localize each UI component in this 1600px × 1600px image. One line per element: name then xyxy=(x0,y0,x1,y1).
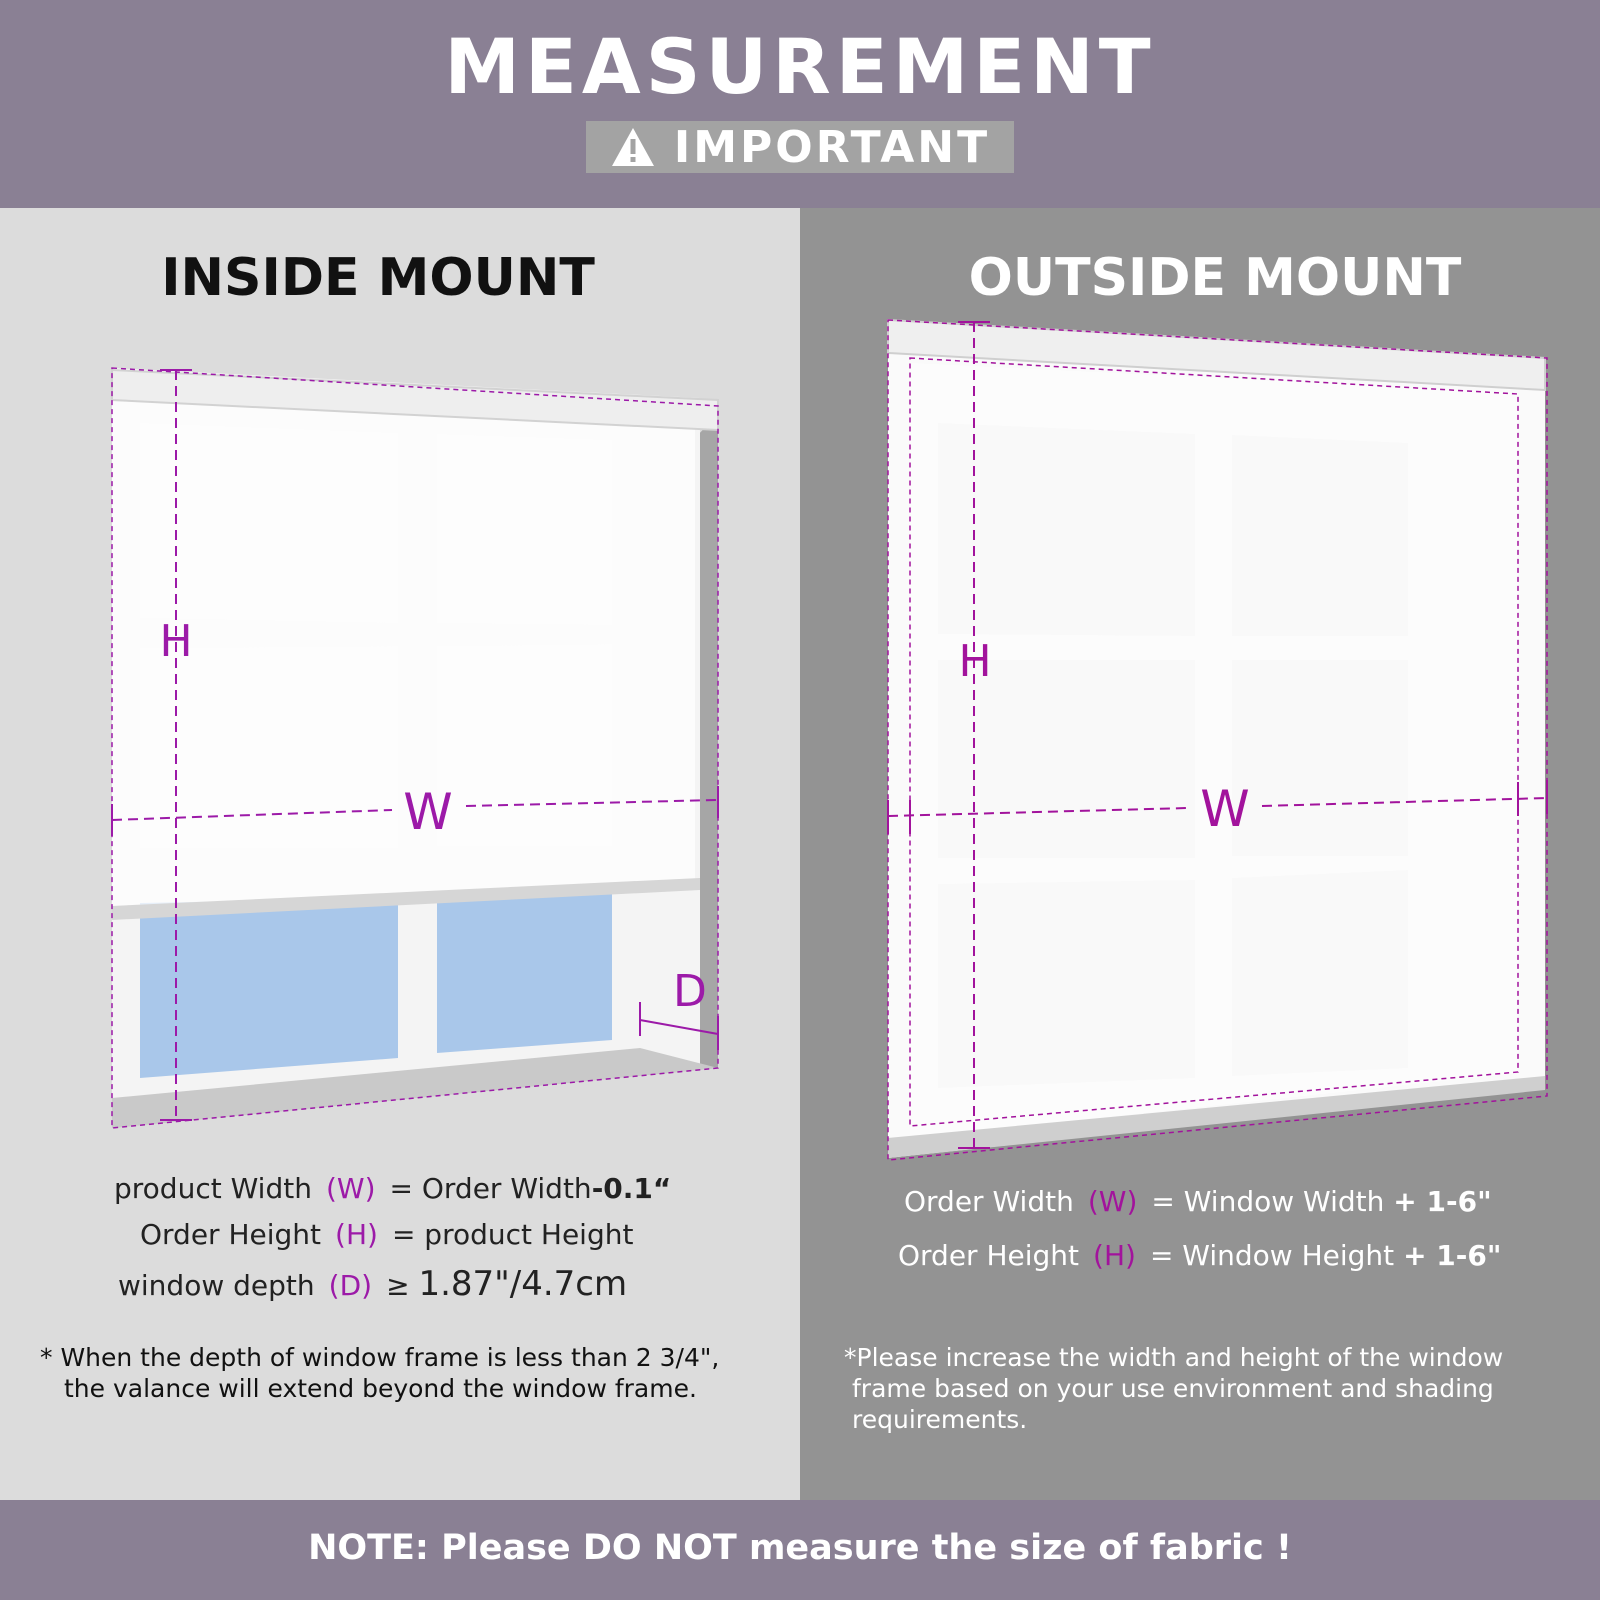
formula-equals: = Order Width xyxy=(389,1172,592,1205)
note-line: requirements. xyxy=(852,1405,1028,1434)
inside-mount-panel xyxy=(0,208,800,1500)
important-label: IMPORTANT xyxy=(673,121,991,173)
formula-equals: = Window Width xyxy=(1151,1185,1385,1218)
height-label: H xyxy=(958,636,992,687)
inside-mount-diagram xyxy=(0,208,800,1500)
note-line: the valance will extend beyond the window frame. xyxy=(64,1374,697,1403)
formula-value: + 1-6" xyxy=(1393,1185,1492,1218)
inside-formula-depth xyxy=(118,1264,627,1304)
inside-formula-width xyxy=(114,1172,671,1205)
formula-symbol: (W) xyxy=(1087,1185,1138,1218)
width-label: W xyxy=(1200,780,1250,838)
inside-mount-title: INSIDE MOUNT xyxy=(161,248,595,308)
formula-symbol: (D) xyxy=(328,1269,373,1302)
page-title: MEASUREMENT xyxy=(444,22,1156,111)
header xyxy=(0,0,1600,208)
important-badge xyxy=(586,121,1014,173)
formula-symbol: (H) xyxy=(1093,1239,1136,1272)
formula-symbol: (W) xyxy=(325,1172,376,1205)
note-line: frame based on your use environment and shading xyxy=(852,1374,1494,1403)
note-line: *Please increase the width and height of the window xyxy=(844,1343,1504,1372)
height-label: H xyxy=(159,616,193,667)
footer-note: NOTE: Please DO NOT measure the size of fabric ! xyxy=(308,1528,1292,1568)
formula-value: -0.1“ xyxy=(591,1172,672,1205)
roller-shade-fabric xyxy=(888,348,1545,1158)
outside-mount-diagram xyxy=(800,208,1600,1500)
note-line: * When the depth of window frame is less than 2 3/4", xyxy=(40,1343,720,1372)
formula-label: Order Width xyxy=(904,1185,1074,1218)
formula-label: Order Height xyxy=(140,1218,322,1251)
warning-triangle-icon xyxy=(610,126,656,168)
outside-mount-title: OUTSIDE MOUNT xyxy=(968,248,1462,308)
outside-mount-note xyxy=(844,1342,1503,1435)
outside-formula-height xyxy=(898,1239,1501,1272)
depth-label: D xyxy=(673,966,707,1017)
formula-label: Order Height xyxy=(898,1239,1080,1272)
footer xyxy=(0,1500,1600,1600)
formula-value: 1.87"/4.7cm xyxy=(418,1264,628,1304)
width-label: W xyxy=(403,783,453,841)
outside-formula-width xyxy=(904,1185,1492,1218)
formula-label: product Width xyxy=(114,1172,312,1205)
formula-equals: = Window Height xyxy=(1149,1239,1395,1272)
outside-mount-panel xyxy=(800,208,1600,1500)
formula-symbol: (H) xyxy=(335,1218,378,1251)
inside-formula-height xyxy=(140,1218,633,1251)
formula-value: + 1-6" xyxy=(1403,1239,1502,1272)
inside-mount-note xyxy=(40,1342,719,1404)
formula-label: window depth xyxy=(118,1269,315,1302)
formula-equals: = product Height xyxy=(391,1218,634,1251)
formula-equals: ≥ xyxy=(386,1269,410,1302)
